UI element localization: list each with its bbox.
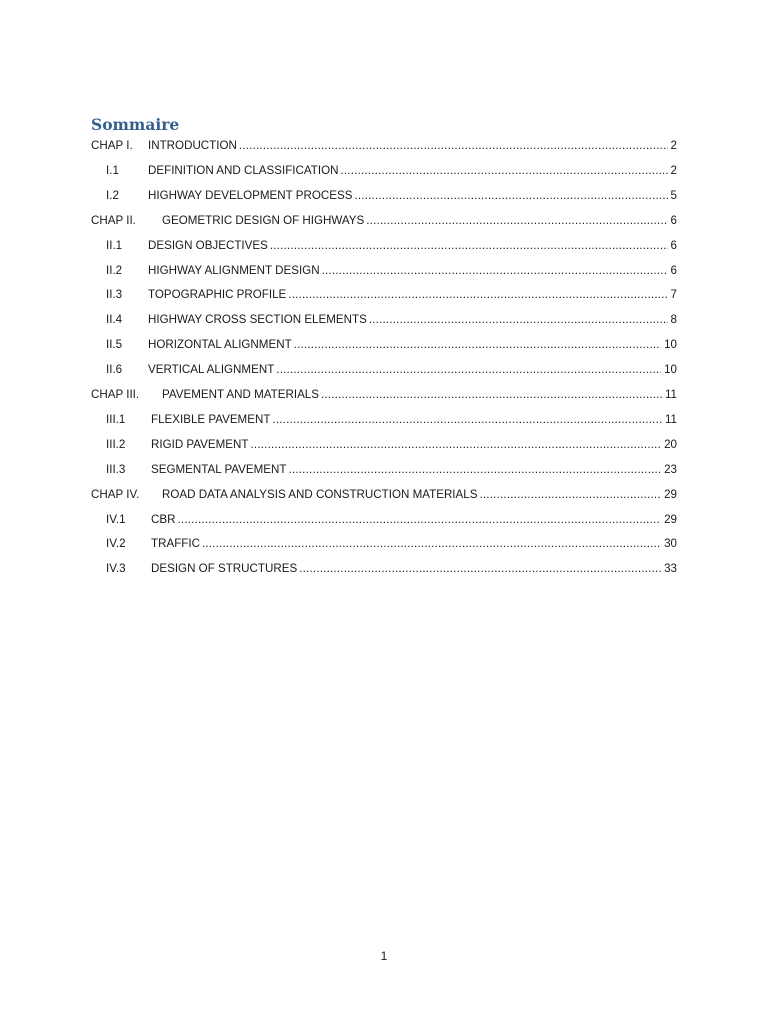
toc-entry[interactable] <box>106 162 677 180</box>
toc-dot-leader <box>354 187 667 205</box>
toc-entry-number: CHAP III. <box>91 388 140 401</box>
toc-entry-title: TRAFFIC <box>151 537 200 551</box>
toc-entry-title: SEGMENTAL PAVEMENT <box>151 462 287 476</box>
toc-entry[interactable] <box>106 361 677 379</box>
toc-heading: Sommaire <box>91 115 180 134</box>
toc-entry[interactable] <box>106 336 677 354</box>
toc-entry-page: 20 <box>664 437 677 451</box>
toc-entry-title: DESIGN OBJECTIVES <box>148 238 268 252</box>
toc-entry-number: II.1 <box>106 238 123 252</box>
toc-dot-leader <box>299 560 661 578</box>
toc-entry-title: HIGHWAY DEVELOPMENT PROCESS <box>148 188 353 202</box>
toc-entry-number: II.6 <box>106 363 123 377</box>
toc-entry[interactable] <box>106 560 677 578</box>
toc-entry-page: 10 <box>664 363 677 377</box>
toc-entry-number: CHAP II. <box>91 213 136 227</box>
toc-dot-leader <box>239 137 668 155</box>
toc-entry-title: DESIGN OF STRUCTURES <box>151 562 298 576</box>
toc-entry-number: II.2 <box>106 263 123 277</box>
toc-entry-title: INTRODUCTION <box>148 139 237 152</box>
toc-entry-title: ROAD DATA ANALYSIS AND CONSTRUCTION MATERIALS <box>162 487 478 501</box>
page-number: 1 <box>380 949 388 963</box>
toc-entry-title: FLEXIBLE PAVEMENT <box>151 412 271 426</box>
toc-entry-number: III.3 <box>106 462 126 476</box>
toc-entry-number: II.3 <box>106 288 123 302</box>
toc-dot-leader <box>202 535 661 553</box>
toc-entry-number: IV.2 <box>106 537 126 551</box>
toc-dot-leader <box>276 361 661 379</box>
toc-entry-title: CBR <box>151 512 176 526</box>
toc-entry-page: 6 <box>670 238 677 252</box>
toc-entry[interactable] <box>106 262 677 280</box>
toc-entry-number: CHAP IV. <box>91 487 140 501</box>
toc-dot-leader <box>321 386 662 404</box>
toc-dot-leader <box>272 411 662 429</box>
toc-entry-number: I.2 <box>106 188 119 202</box>
toc-entry-title: PAVEMENT AND MATERIALS <box>162 388 319 401</box>
toc-entry[interactable] <box>106 286 677 304</box>
toc-entry-page: 33 <box>664 562 677 576</box>
toc-entry-number: II.4 <box>106 313 123 327</box>
toc-entry-page: 23 <box>664 462 677 476</box>
toc-entry[interactable] <box>106 511 677 529</box>
toc-entry-number: I.1 <box>106 163 119 177</box>
toc-entry[interactable] <box>106 311 677 329</box>
toc-entry-page: 10 <box>664 338 677 352</box>
toc-entry-page: 11 <box>664 388 677 401</box>
toc-entry-title: GEOMETRIC DESIGN OF HIGHWAYS <box>162 213 365 227</box>
toc-entry-number: IV.3 <box>106 562 126 576</box>
toc-entry-page: 29 <box>664 512 677 526</box>
toc-entry-number: III.1 <box>106 412 126 426</box>
toc-entry-title: HIGHWAY ALIGNMENT DESIGN <box>148 263 320 277</box>
toc-entry[interactable] <box>91 486 677 504</box>
toc-entry-title: VERTICAL ALIGNMENT <box>148 363 275 377</box>
toc-entry[interactable] <box>91 137 677 155</box>
toc-dot-leader <box>369 311 668 329</box>
toc-entry-page: 30 <box>664 537 677 551</box>
toc-dot-leader <box>340 162 667 180</box>
toc-entry-title: RIGID PAVEMENT <box>151 437 249 451</box>
toc-entry-page: 8 <box>670 313 677 327</box>
toc-entry[interactable] <box>106 535 677 553</box>
toc-dot-leader <box>289 461 662 479</box>
toc-entry-page: 6 <box>670 213 677 227</box>
toc-entry-number: III.2 <box>106 437 126 451</box>
toc-entry-number: IV.1 <box>106 512 126 526</box>
toc-entry[interactable] <box>106 461 677 479</box>
toc-entry-page: 2 <box>670 163 677 177</box>
toc-entry-page: 11 <box>664 412 677 426</box>
toc-entry-page: 5 <box>670 188 677 202</box>
toc-entry-page: 29 <box>664 487 677 501</box>
toc-dot-leader <box>322 262 668 280</box>
toc-dot-leader <box>479 486 661 504</box>
toc-entry-number: II.5 <box>106 338 123 352</box>
toc-entry-title: DEFINITION AND CLASSIFICATION <box>148 163 339 177</box>
toc-dot-leader <box>270 237 668 255</box>
toc-entry[interactable] <box>91 212 677 230</box>
toc-entry[interactable] <box>106 411 677 429</box>
toc-entry-title: HORIZONTAL ALIGNMENT <box>148 338 292 352</box>
toc-entry[interactable] <box>106 436 677 454</box>
toc-entry[interactable] <box>91 386 677 404</box>
toc-entry[interactable] <box>106 187 677 205</box>
toc-entry[interactable] <box>106 237 677 255</box>
toc-dot-leader <box>250 436 661 454</box>
toc-entry-page: 6 <box>670 263 677 277</box>
toc-dot-leader <box>366 212 667 230</box>
toc-dot-leader <box>294 336 661 354</box>
toc-entry-title: HIGHWAY CROSS SECTION ELEMENTS <box>148 313 367 327</box>
toc-dot-leader <box>288 286 667 304</box>
toc-entry-title: TOPOGRAPHIC PROFILE <box>148 288 287 302</box>
toc-dot-leader <box>177 511 661 529</box>
toc-entry-page: 7 <box>670 288 677 302</box>
toc-entry-page: 2 <box>670 139 677 152</box>
toc-entry-number: CHAP I. <box>91 139 133 152</box>
